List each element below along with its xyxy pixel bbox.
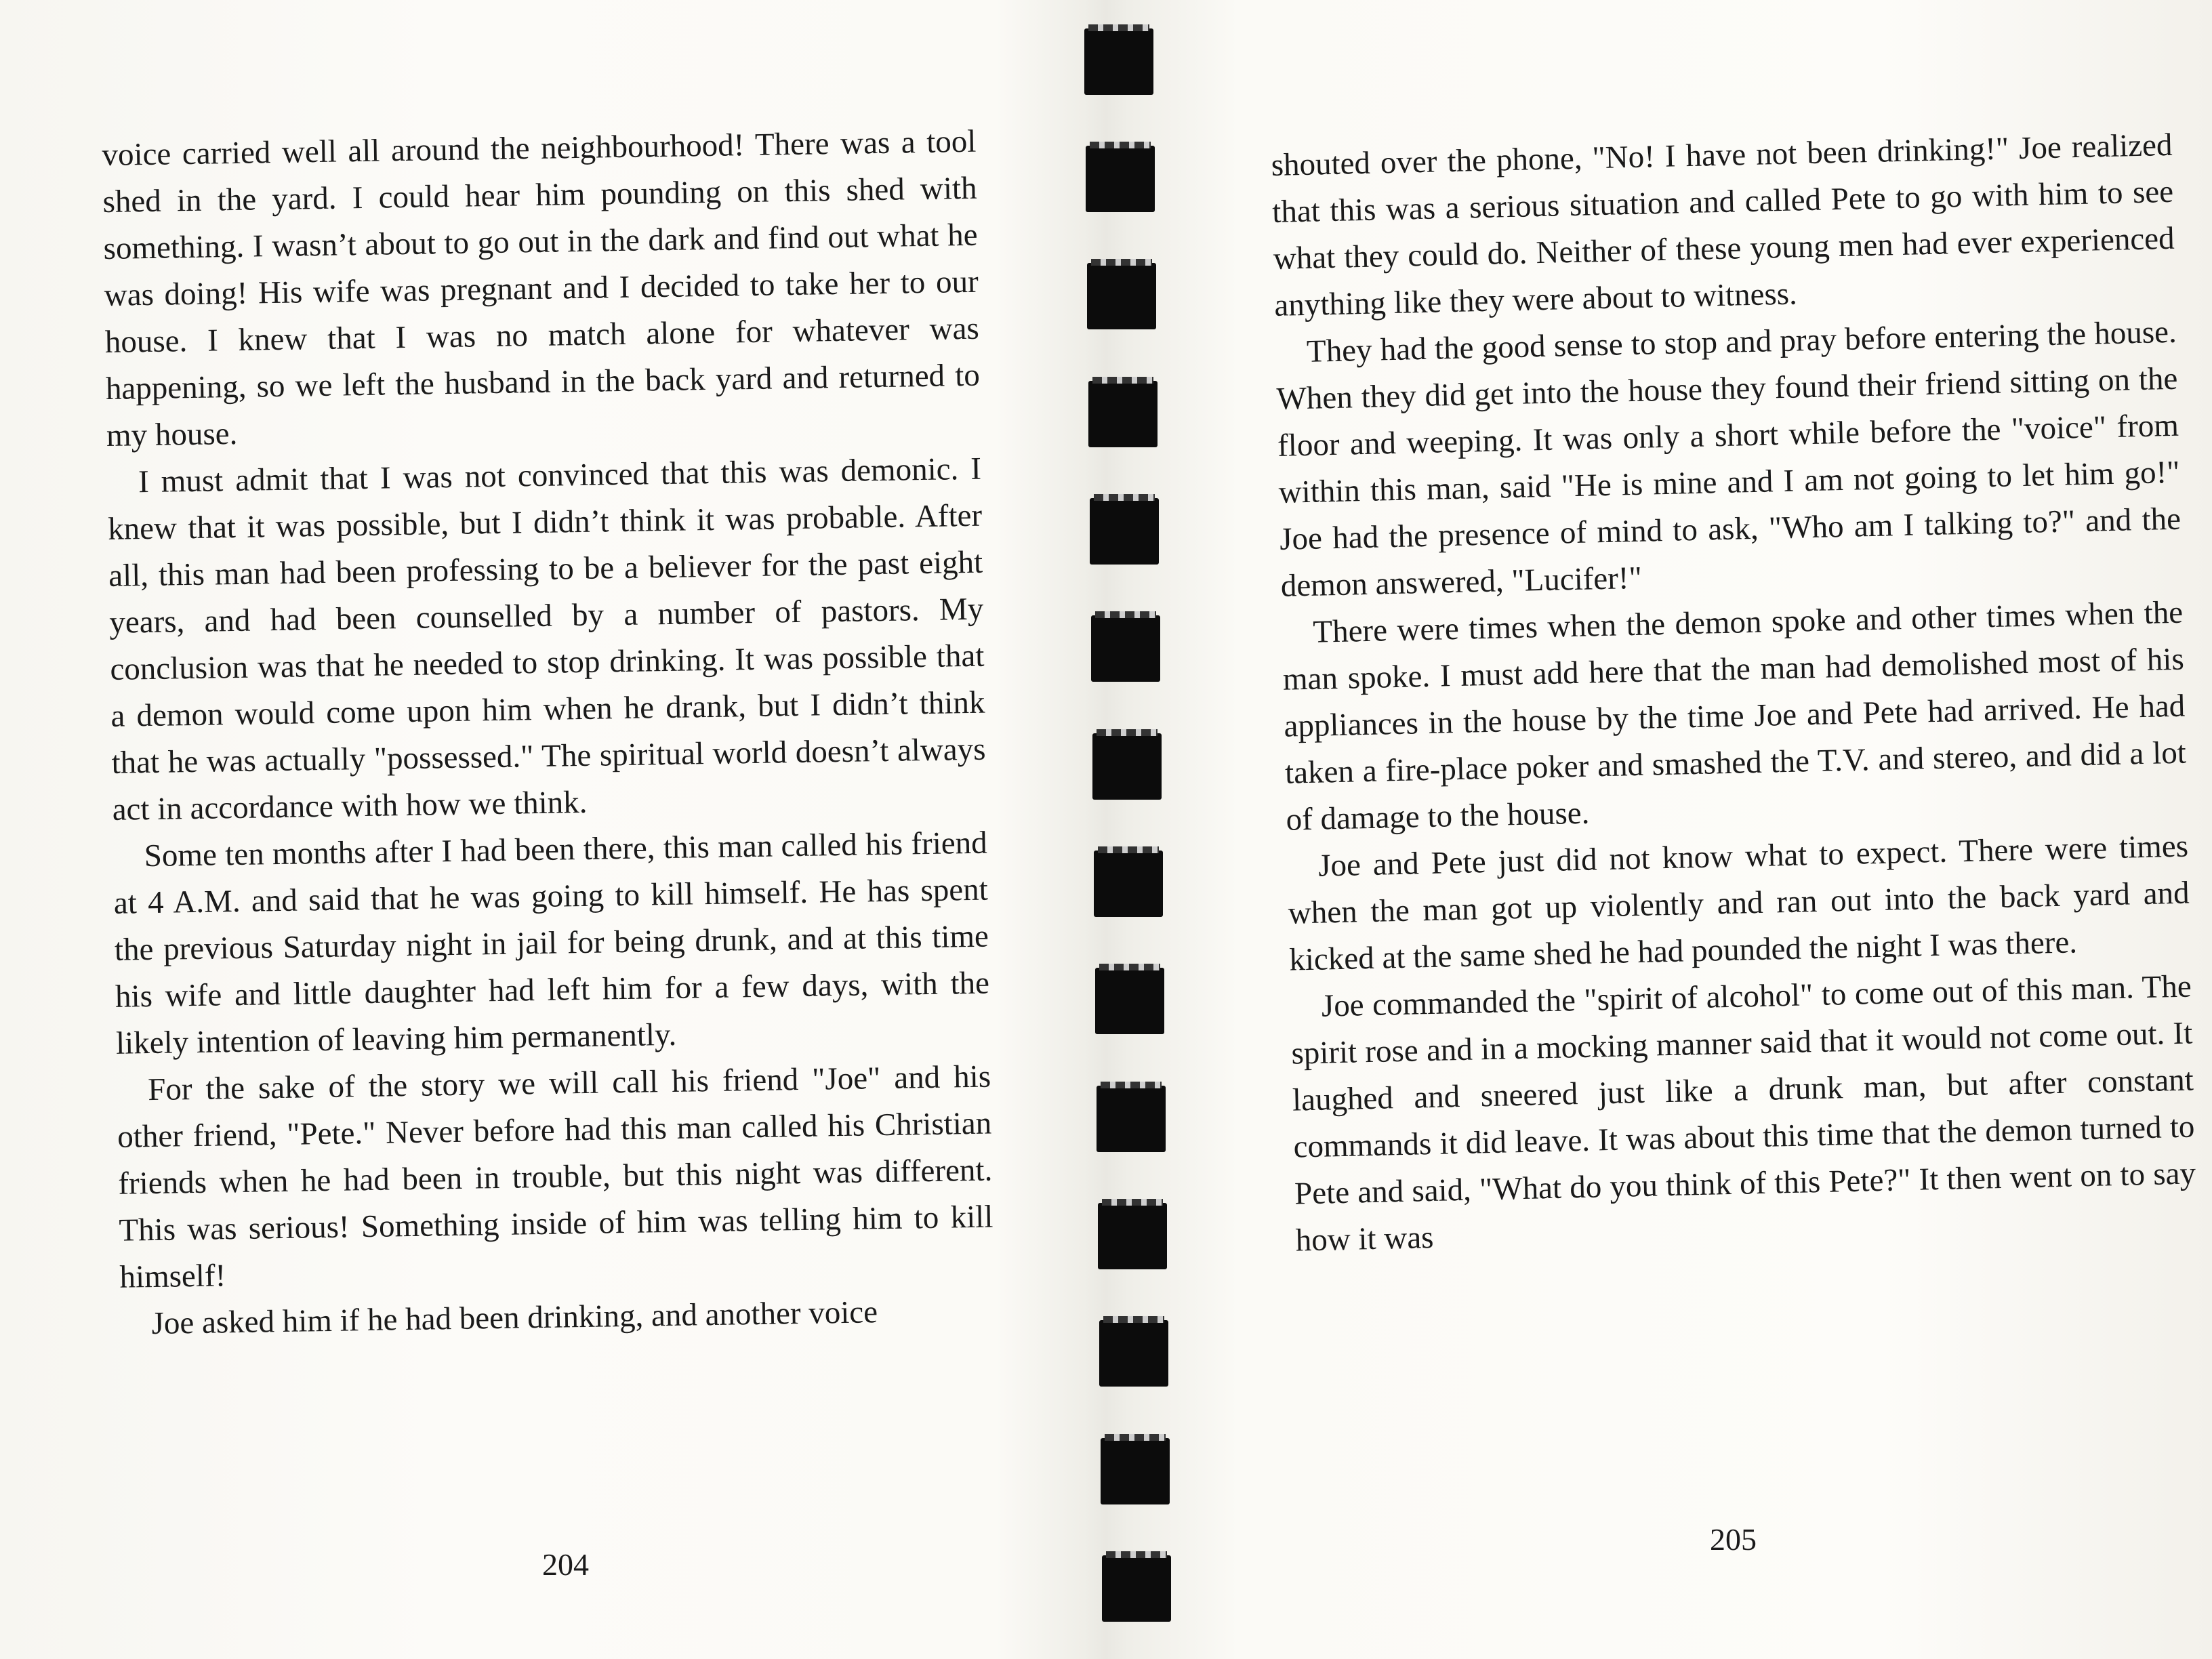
right-page xyxy=(1193,0,2212,1659)
binding-coil xyxy=(1094,851,1163,917)
left-page-number: 204 xyxy=(542,1547,589,1582)
right-paragraph-1: shouted over the phone, "No! I have not been drinking!" Joe realized that this was a serious situation and called Pete to go with him to see what they could do. Neither of these young men had ever experienced anything like they were about to witness. xyxy=(1271,127,2175,323)
binding-coil xyxy=(1088,381,1158,447)
right-page-number: 205 xyxy=(1710,1522,1757,1557)
binding-coil xyxy=(1092,733,1162,800)
right-paragraph-2: They had the good sense to stop and pray before entering the house. When they did get into the house they found their friend sitting on the floor and weeping. It was only a short while before the "voice" from within this man, said "He is mine and I am not going to let him go!" Joe had the presence of mind to ask, "Who am I talking to?" and the demon answered, "Lucifer!" xyxy=(1276,314,2182,604)
binding-coil xyxy=(1086,146,1155,212)
spiral-binding xyxy=(1078,0,1179,1659)
right-paragraph-4: Joe and Pete just did not know what to expect. There were times when the man got up violently and ran out into the back yard and kicked at the same shed he had pounded the night I was there. xyxy=(1288,828,2190,978)
right-page-text xyxy=(1271,122,2197,1265)
binding-coil xyxy=(1098,1203,1167,1269)
binding-coil xyxy=(1087,263,1156,329)
left-paragraph-5: Joe asked him if he had been drinking, and another voice xyxy=(151,1294,878,1342)
right-paragraph-5: Joe commanded the "spirit of alcohol" to come out of this man. The spirit rose and in a mocking manner said that it would not come out. It laughed and sneered just like a drunk man, but after constant commands it did leave. It was about this time that the demon turned to Pete and said, "What do you think of this Pete?" It then went on to say how it was xyxy=(1290,968,2196,1258)
binding-coil xyxy=(1102,1555,1171,1622)
left-paragraph-2: I must admit that I was not convinced that this was demonic. I knew that it was possible, but I didn’t think it was probable. After all, this man had been professing to be a believer for the past eight years, and had been counselled by a number of pastors. My conclusion was that he needed to stop drinking. It was possible that a demon would come upon him when he drank, but I didn’t think that he was actually "possessed." The spiritual world doesn’t always act in accordance with how we think. xyxy=(107,451,986,827)
left-paragraph-4: For the sake of the story we will call his friend "Joe" and his other friend, "Pete." Never before had this man called his Christian friends when he had been in trouble, but this night was different. This was serious! Something inside of him was telling him to kill himself! xyxy=(117,1059,994,1295)
binding-coil xyxy=(1097,1086,1166,1152)
binding-coil xyxy=(1099,1320,1168,1387)
right-paragraph-3: There were times when the demon spoke and other times when the man spoke. I must add here that the man had demolished most of his appliances in the house by the time Joe and Pete had arrived. He had taken a fire-place poker and smashed the T.V. and stereo, and did a lot of damage to the house. xyxy=(1282,594,2187,838)
binding-coil xyxy=(1084,28,1153,95)
binding-coil xyxy=(1090,498,1159,565)
left-page-text xyxy=(102,119,995,1348)
binding-coil xyxy=(1101,1438,1170,1504)
binding-coil xyxy=(1095,968,1164,1034)
left-paragraph-3: Some ten months after I had been there, this man called his friend at 4 A.M. and said that he was going to kill himself. He has spent the previous Saturday night in jail for being drunk, and at this time his wife and little daughter had left him for a few days, with the likely intention of leaving him permanently. xyxy=(113,825,990,1061)
left-page xyxy=(0,0,1057,1659)
left-paragraph-1: voice carried well all around the neighbourhood! There was a tool shed in the yard. I could hear him pounding on this shed with something. I wasn’t about to go out in the dark and find out what he was doing! His wife was pregnant and I decided to take her to our house. I knew that I was no match alone for whatever was happening, so we left the husband in the back yard and returned to my house. xyxy=(102,123,981,453)
binding-coil xyxy=(1091,615,1160,682)
